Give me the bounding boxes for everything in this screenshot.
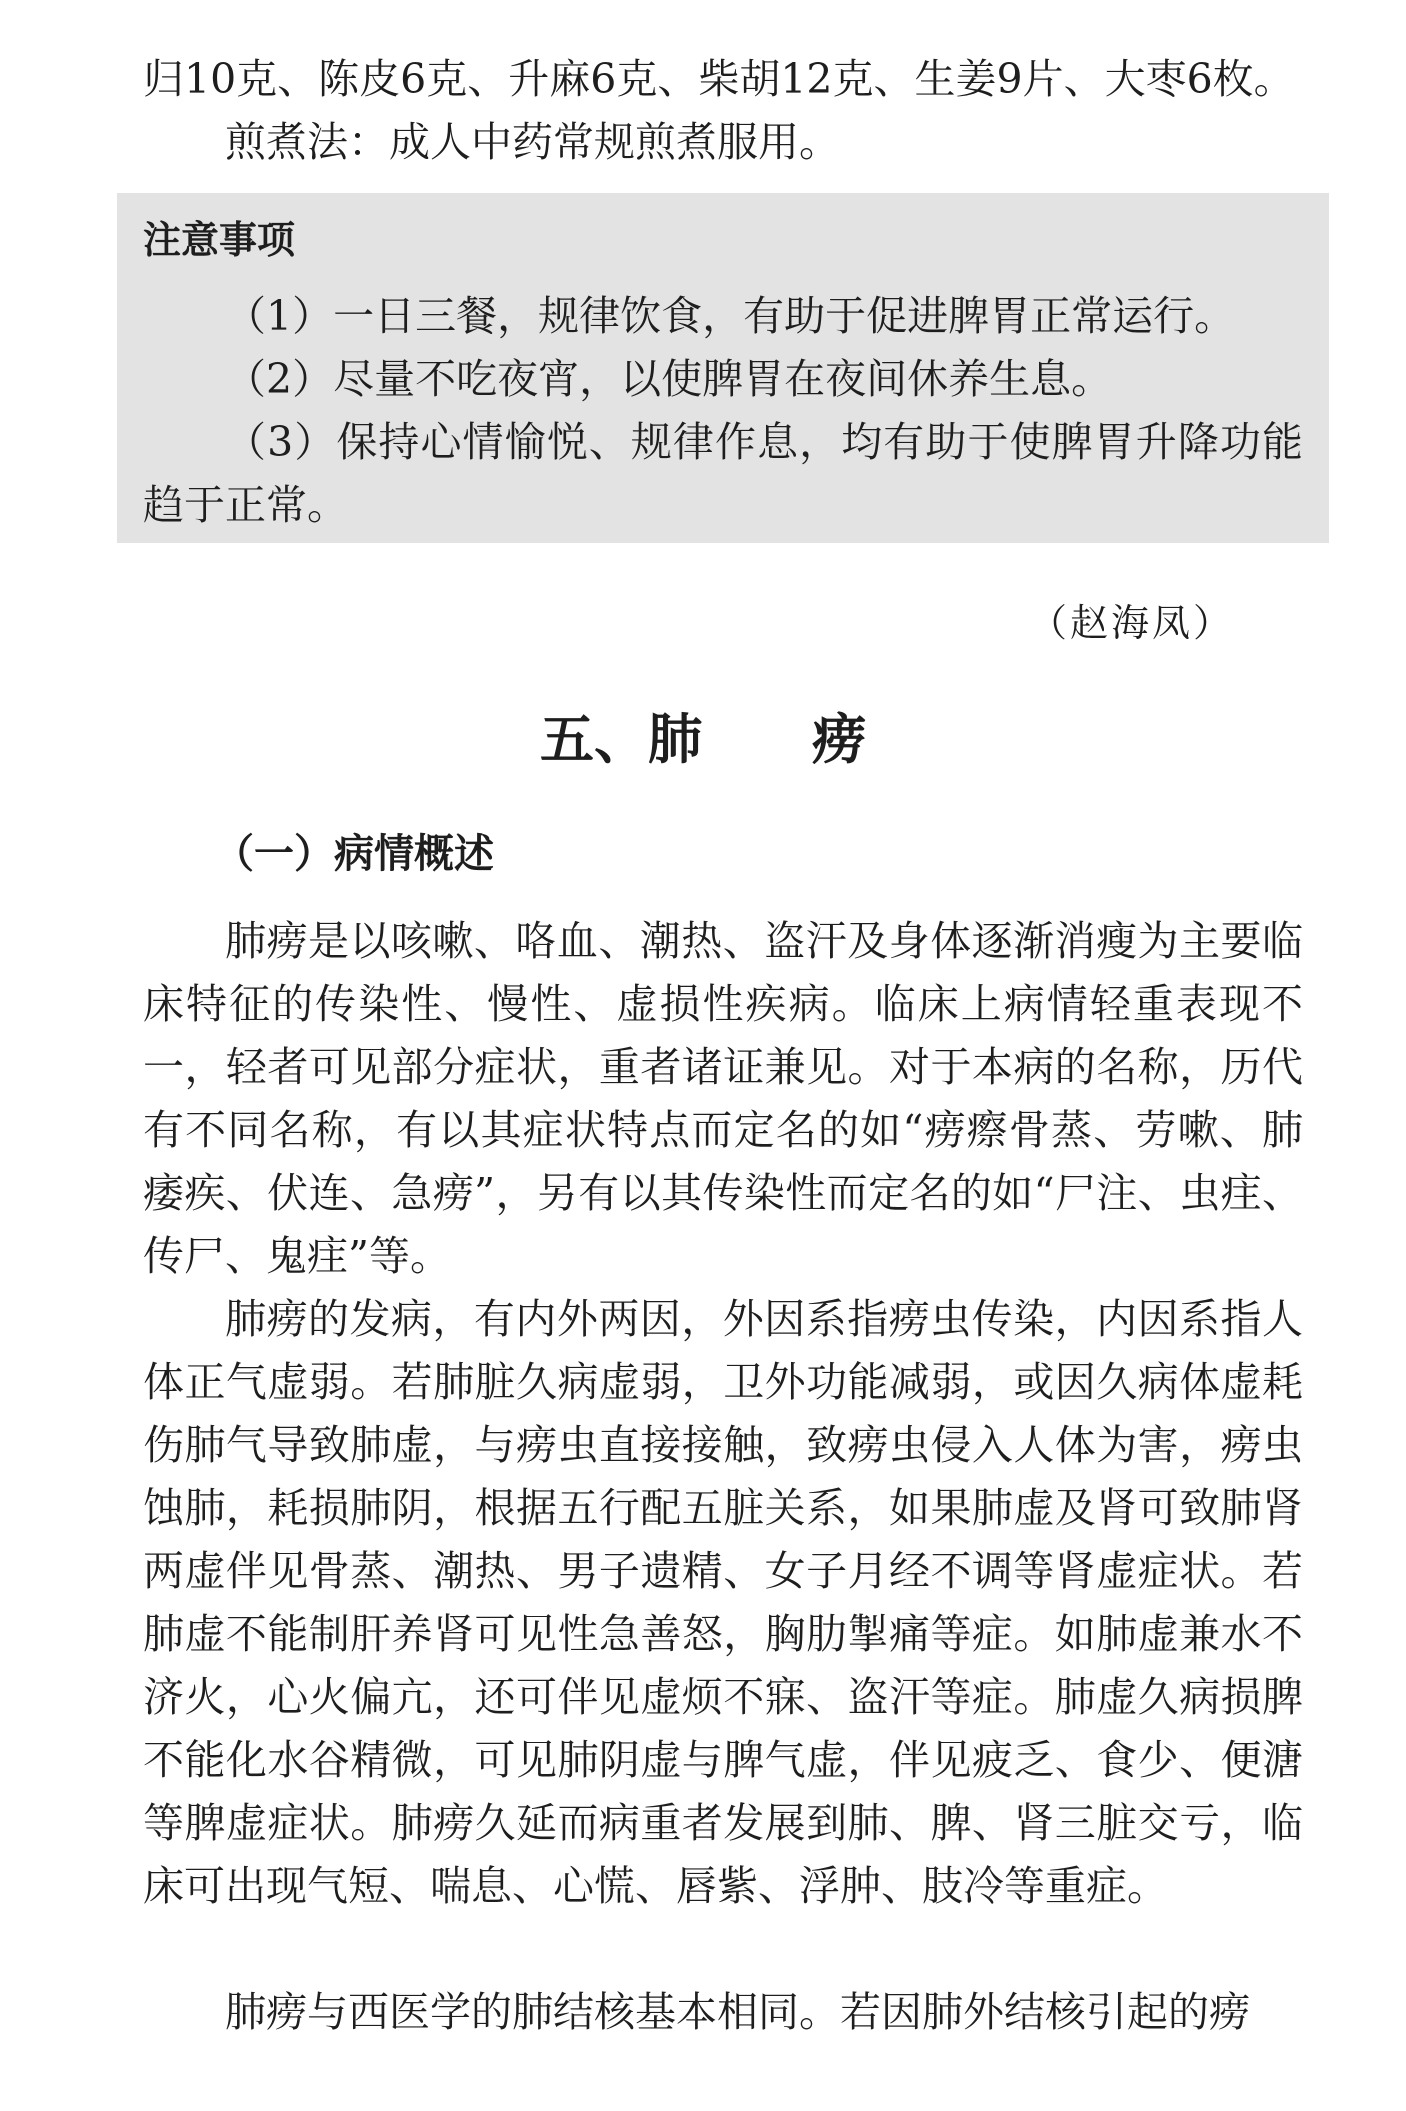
section-title-part1: 五、肺 — [540, 708, 702, 771]
section-title — [0, 704, 1406, 776]
author-signature: （赵海凤） — [1028, 601, 1234, 645]
notes-title: 注意事项 — [143, 218, 296, 262]
notes-list — [143, 285, 1303, 537]
paragraph-overview: 肺痨是以咳嗽、咯血、潮热、盗汗及身体逐渐消瘦为主要临床特征的传染性、慢性、虚损性疾病。临床上病情轻重表现不一，轻者可见部分症状，重者诸证兼见。对于本病的名称，历代有不同名称，有以其症状特点而定名的如“痨瘵骨蒸、劳嗽、肺痿疾、伏连、急痨”，另有以其传染性而定名的如“尸注、虫疰、传尸、鬼疰”等。 — [143, 917, 1303, 1280]
notes-item: （3）保持心情愉悦、规律作息，均有助于使脾胃升降功能趋于正常。 — [143, 418, 1303, 529]
prescription-continuation: 归10克、陈皮6克、升麻6克、柴胡12克、生姜9片、大枣6枚。 — [143, 55, 1295, 103]
notes-box — [117, 193, 1329, 543]
paragraph-western-medicine: 肺痨与西医学的肺结核基本相同。若因肺外结核引起的痨 — [225, 1988, 1250, 2036]
section-title-part2: 痨 — [812, 708, 866, 771]
notes-item: （1）一日三餐，规律饮食，有助于促进脾胃正常运行。 — [225, 292, 1236, 340]
decoction-method: 煎煮法：成人中药常规煎煮服用。 — [225, 118, 840, 166]
paragraph-pathogenesis: 肺痨的发病，有内外两因，外因系指痨虫传染，内因系指人体正气虚弱。若肺脏久病虚弱，卫外功能减弱，或因久病体虚耗伤肺气导致肺虚，与痨虫直接接触，致痨虫侵入人体为害，痨虫蚀肺，耗损肺阴，根据五行配五脏关系，如果肺虚及肾可致肺肾两虚伴见骨蒸、潮热、男子遗精、女子月经不调等肾虚症状。若肺虚不能制肝养肾可见性急善怒，胸肋掣痛等症。如肺虚兼水不济火，心火偏亢，还可伴见虚烦不寐、盗汗等症。肺虚久病损脾不能化水谷精微，可见肺阴虚与脾气虚，伴见疲乏、食少、便溏等脾虚症状。肺痨久延而病重者发展到肺、脾、肾三脏交亏，临床可出现气短、喘息、心慌、唇紫、浮肿、肢冷等重症。 — [143, 1295, 1303, 1910]
subsection-title: （一）病情概述 — [214, 831, 494, 877]
notes-item: （2）尽量不吃夜宵，以使脾胃在夜间休养生息。 — [225, 355, 1113, 403]
